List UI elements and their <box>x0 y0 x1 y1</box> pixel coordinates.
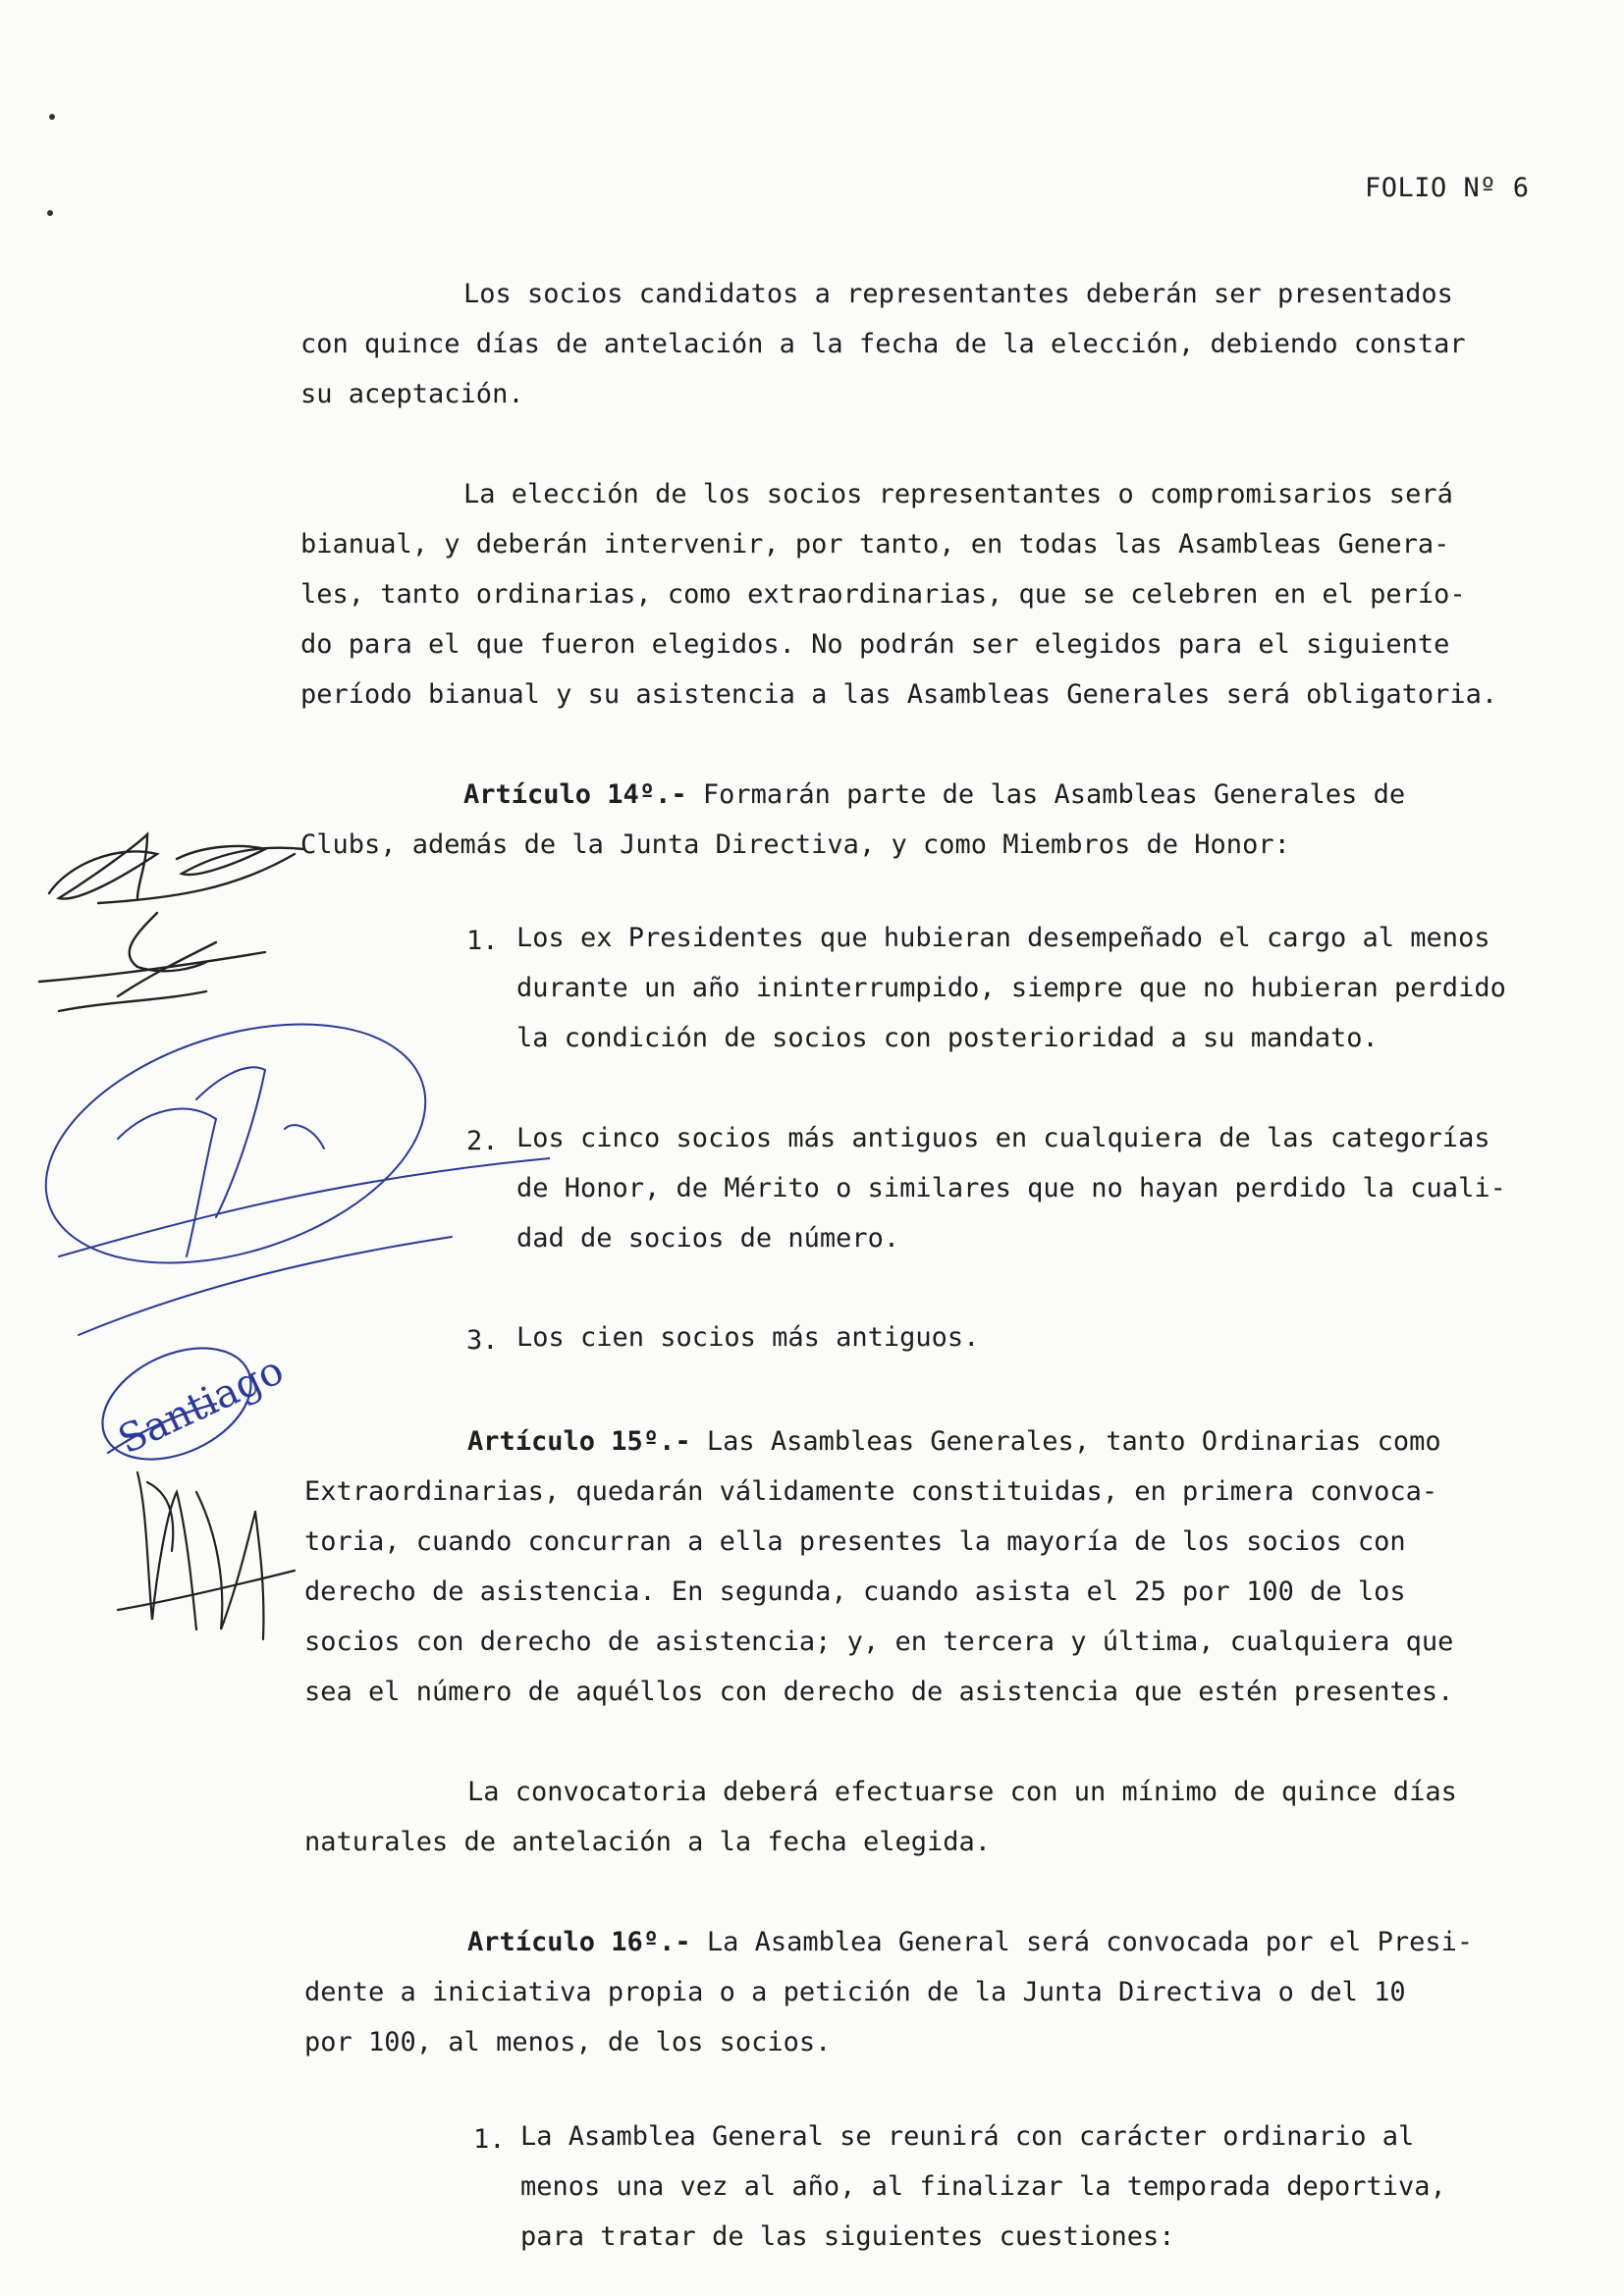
list-item <box>520 2111 1542 2262</box>
text-line: menos una vez al año, al finalizar la temporada deportiva, <box>520 2171 1446 2202</box>
article-text: Formarán parte de las Asambleas Generales de <box>702 779 1406 810</box>
article-text: Las Asambleas Generales, tanto Ordinarias como <box>706 1426 1441 1457</box>
margin-dot <box>47 210 53 216</box>
signatures <box>0 805 550 1787</box>
article-heading: Artículo 16º.- <box>467 1927 691 1957</box>
article-heading: Artículo 14º.- <box>463 779 687 810</box>
text-line <box>463 770 1534 820</box>
paragraph-candidates <box>300 269 1534 419</box>
text-line: Extraordinarias, quedarán válidamente constituidas, en primera convoca- <box>304 1476 1438 1507</box>
list-item <box>516 1312 1538 1362</box>
article-text: La Asamblea General será convocada por el Presi- <box>706 1927 1474 1957</box>
text-line: Los socios candidatos a representantes deberán ser presentados <box>463 279 1453 309</box>
text-line: su aceptación. <box>300 379 524 409</box>
text-line: La convocatoria deberá efectuarse con un mínimo de quince días <box>467 1777 1457 1807</box>
signature-4 <box>118 1472 295 1639</box>
signature-3 <box>84 1326 290 1481</box>
text-line: dad de socios de número. <box>516 1223 900 1254</box>
text-line: La elección de los socios representantes o compromisarios será <box>463 479 1453 509</box>
list-number: 1. <box>473 2124 506 2155</box>
text-line: de Honor, de Mérito o similares que no hayan perdido la cuali- <box>516 1173 1506 1203</box>
text-line: derecho de asistencia. En segunda, cuando asista el 25 por 100 de los <box>304 1576 1406 1607</box>
text-line: período bianual y su asistencia a las Asambleas Generales será obligatoria. <box>300 679 1498 710</box>
list-item <box>516 1113 1538 1263</box>
text-line: socios con derecho de asistencia; y, en tercera y última, cualquiera que <box>304 1627 1454 1657</box>
text-line: para tratar de las siguientes cuestiones: <box>520 2221 1175 2252</box>
text-line: toria, cuando concurran a ella presentes la mayoría de los socios con <box>304 1526 1406 1557</box>
text-line: Clubs, además de la Junta Directiva, y como Miembros de Honor: <box>300 829 1290 860</box>
text-line: la condición de socios con posterioridad a su mandato. <box>516 1023 1379 1053</box>
list-number: 2. <box>466 1126 499 1156</box>
handwritten-name: Santiago <box>111 1347 291 1464</box>
text-line: Los cien socios más antiguos. <box>516 1322 980 1353</box>
text-line: con quince días de antelación a la fecha de la elección, debiendo constar <box>300 329 1466 359</box>
text-line: les, tanto ordinarias, como extraordinarias, que se celebren en el perío- <box>300 579 1466 610</box>
paragraph-election <box>300 469 1534 720</box>
text-line: durante un año ininterrumpido, siempre que no hubieran perdido <box>516 973 1506 1003</box>
folio-number: FOLIO Nº 6 <box>1365 173 1530 203</box>
text-line: La Asamblea General se reunirá con carácter ordinario al <box>520 2121 1415 2152</box>
text-line: Los ex Presidentes que hubieran desempeñado el cargo al menos <box>516 923 1490 953</box>
text-line: Los cinco socios más antiguos en cualquiera de las categorías <box>516 1123 1490 1153</box>
text-line: bianual, y deberán intervenir, por tanto, en todas las Asambleas Genera- <box>300 529 1450 560</box>
text-line: do para el que fueron elegidos. No podrán ser elegidos para el siguiente <box>300 629 1450 660</box>
text-line: dente a iniciativa propia o a petición de la Junta Directiva o del 10 <box>304 1977 1406 2007</box>
list-item <box>516 913 1538 1063</box>
text-line <box>467 1917 1538 1967</box>
signature-1 <box>39 834 304 1011</box>
text-line <box>467 1416 1538 1467</box>
text-line: naturales de antelación a la fecha elegida. <box>304 1827 991 1857</box>
article-16 <box>304 1917 1538 2067</box>
margin-dot <box>49 114 55 120</box>
list-number: 1. <box>466 926 499 956</box>
list-number: 3. <box>466 1325 499 1356</box>
signature-2 <box>16 981 550 1335</box>
text-line: sea el número de aquéllos con derecho de asistencia que estén presentes. <box>304 1677 1454 1707</box>
text-line: por 100, al menos, de los socios. <box>304 2027 832 2057</box>
article-heading: Artículo 15º.- <box>467 1426 691 1457</box>
